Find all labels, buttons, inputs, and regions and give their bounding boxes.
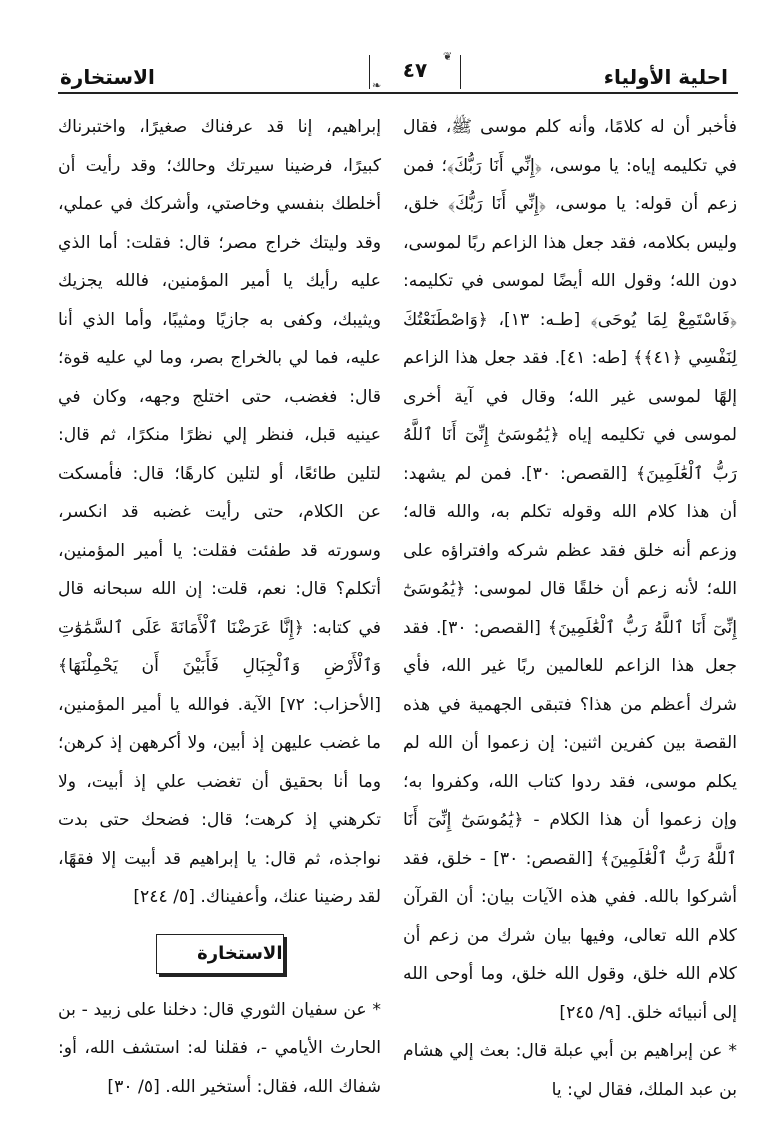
paragraph-ibrahim-continued: إبراهيم، إنا قد عرفناك صغيرًا، واختبرناك كبيرًا، فرضينا سيرتك وحالك؛ وقد رأيت أن أخلطك بنفسي وخاصتي، وأشركك في عملي، وقد وليتك خراج مصر؛ قال: فقلت: أما الذي عليه رأيك يا أمير المؤمنين، فالله يجزيك ويثيبك، وكفى به جازيًا ومثيبًا، وأما الذي أنا عليه، فما لي بالخراج بصر، وما لي عليه قوة؛ قال: فغضب، حتى اختلج وجهه، وكان في عينيه قبل، فنظر إلي نظرًا منكرًا، ثم قال: لتلين طائعًا، أو لتلين كارهًا؛ قال: فأمسكت عن الكلام، حتى رأيت غضبه قد انكسر، وسورته قد طفئت فقلت: يا أمير المؤمنين، أتكلم؟ قال: نعم، قلت: إن الله سبحانه قال في كتابه: ﴿إِنَّا عَرَضْنَا ٱلْأَمَانَةَ عَلَى ٱلسَّمَٰوَٰتِ وَٱلْأَرْضِ وَٱلْجِبَالِ فَأَبَيْنَ أَن يَحْمِلْنَهَا﴾ [الأحزاب: ٧٢] الآية. فوالله يا أمير المؤمنين، ما غضب عليهن إذ أبين، ولا أكرههن إذ كرهن؛ وما أنا بحقيق أن تغضب علي إذ أبيت، ولا تكرهني إذ كرهت؛ قال: فضحك حتى بدت نواجذه، ثم قال: يا إبراهيم قد أبيت إلا فقهًا، لقد رضينا عنك، وأعفيناك. [٥/ ٢٤٤]: [58, 117, 381, 907]
ornament-icon: ❧: [372, 79, 382, 92]
running-header-book-title: احلية الأولياء: [603, 65, 728, 89]
paragraph-ibrahim-ibn-abi-abla: * عن إبراهيم بن أبي عبلة قال: بعث إلي هشام بن عبد الملك، فقال لي: يا: [403, 1041, 737, 1100]
paragraph-sufyan-thawri: * عن سفيان الثوري قال: دخلنا على زبيد - بن الحارث الأيامي -، فقلنا له: استشف الله، أو: شفاك الله، فقال: أستخير الله. [٥/ ٣٠]: [58, 999, 381, 1097]
paragraph-kalam-allah: فأخبر أن له كلامًا، وأنه كلم موسى ﷺ، فقال في تكليمه إياه: يا موسى، ﴿إِنِّي أَنَا رَبُّكَ﴾؛ فمن زعم أن قوله: يا موسى، ﴿إِنِّي أَنَا رَبُّكَ﴾ خلق، وليس بكلامه، فقد جعل هذا الزاعم ربًا لموسى، دون الله؛ وقول الله أيضًا لموسى في تكليمه: ﴿فَاسْتَمِعْ لِمَا يُوحَى﴾ [طـه: ١٣]، ﴿وَاصْطَنَعْتُكَ لِنَفْسِي ﴿٤١﴾﴾ [طه: ٤١]. فقد جعل هذا الزاعم إلهًا لموسى غير الله؛ وقال في آية أخرى لموسى في تكليمه إياه ﴿يَٰمُوسَىٰٓ إِنِّىٓ أَنَا ٱللَّهُ رَبُّ ٱلْعَٰلَمِينَ﴾ [القصص: ٣٠]. فمن لم يشهد: أن هذا كلام الله وقوله تكلم به، والله قاله؛ وزعم أنه خلق فقد عظم شركه وافتراؤه على الله؛ لأنه زعم أن خلقًا قال لموسى: ﴿يَٰمُوسَىٰٓ إِنِّىٓ أَنَا ٱللَّهُ رَبُّ ٱلْعَٰلَمِينَ﴾ [القصص: ٣٠]. فقد جعل هذا الزاعم للعالمين ربًا غير الله، فأي شرك أعظم من هذا؟ فتبقى الجهمية في هذه القصة بين كفرين اثنين: إن زعموا أن الله لم يكلم موسى، فقد ردوا كتاب الله، وكفروا به؛ وإن زعموا أن هذا الكلام - ﴿يَٰمُوسَىٰٓ إِنِّىٓ أَنَا ٱللَّهُ رَبُّ ٱلْعَٰلَمِينَ﴾ [القصص: ٣٠] - خلق، فقد أشركوا بالله. ففي هذه الآيات بيان: أن القرآن كلام الله تعالى، وفيها بيان شرك من زعم أن كلام الله خلق، وقول الله خلق، وما أوحى الله إلى أنبيائه خلق. [٩/ ٢٤٥]: [403, 117, 738, 1023]
ornament-icon: ❦: [443, 50, 453, 63]
header-rule: [58, 92, 738, 94]
running-header-section-title: الاستخارة: [60, 65, 155, 89]
text-column-right: [403, 108, 737, 1109]
page-number: ٤٧: [402, 58, 428, 82]
section-heading-box: الاستخارة: [156, 934, 284, 974]
text-column-left: [58, 108, 381, 1106]
